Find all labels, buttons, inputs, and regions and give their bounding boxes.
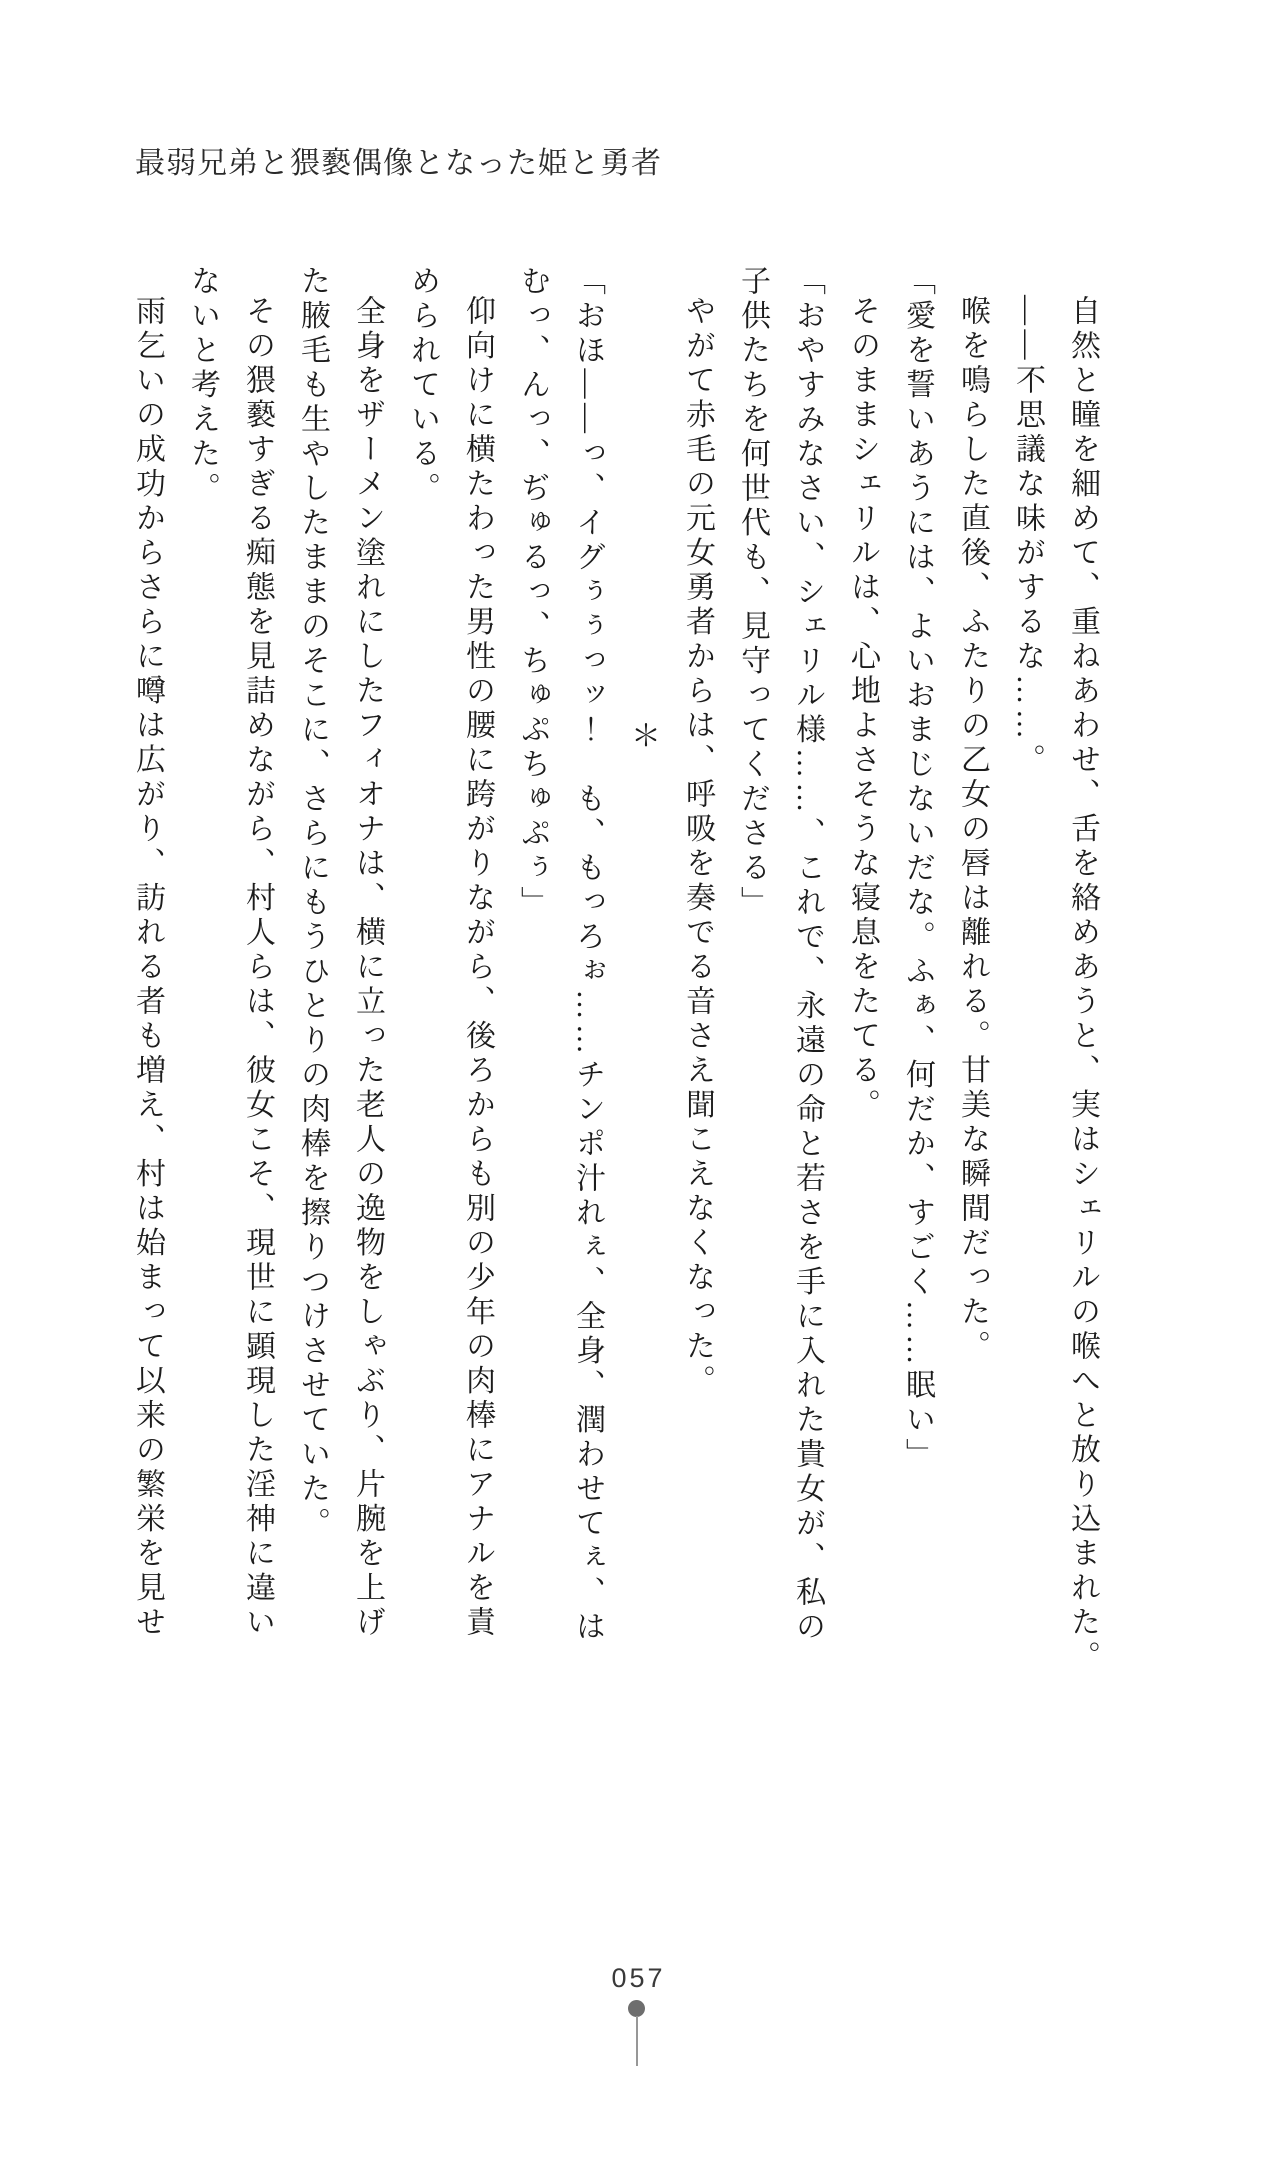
text-line: ないと考えた。 xyxy=(186,265,219,507)
text-line: そのままシェリルは、心地よさそうな寝息をたてる。 xyxy=(846,295,879,1123)
text-line: められている。 xyxy=(406,265,439,507)
text-line: 仰向けに横たわった男性の腰に跨がりながら、後ろからも別の少年の肉棒にアナルを責 xyxy=(461,295,494,1641)
text-line: むっ、んっ、ぢゅるっ、ちゅぷちゅぷぅ」 xyxy=(516,265,549,921)
text-line: 子供たちを何世代も、見守ってくださる」 xyxy=(736,265,769,921)
text-line: ――不思議な味がするな……。 xyxy=(1011,295,1044,778)
footer-rule xyxy=(636,2016,638,2066)
section-separator: ＊ xyxy=(626,720,659,750)
text-line: その猥褻すぎる痴態を見詰めながら、村人らは、彼女こそ、現世に顕現した淫神に違い xyxy=(241,295,274,1641)
footer-dot-ornament xyxy=(628,2000,645,2017)
text-line: 喉を鳴らした直後、ふたりの乙女の唇は離れる。甘美な瞬間だった。 xyxy=(956,295,989,1365)
running-header-title: 最弱兄弟と猥褻偶像となった姫と勇者 xyxy=(135,147,662,180)
text-line: 「おほ――っ、イグぅぅっッ！ も、もっろぉ……チンポ汁れぇ、全身、潤わせてぇ、は xyxy=(571,265,604,1645)
page-number: 057 xyxy=(611,1963,666,1993)
text-line: 「愛を誓いあうには、よいおまじないだな。ふぁ、何だか、すごく……眠い」 xyxy=(901,265,934,1473)
text-line: た腋毛も生やしたままのそこに、さらにもうひとりの肉棒を擦りつけさせていた。 xyxy=(296,265,329,1542)
text-line: 全身をザーメン塗れにしたフィオナは、横に立った老人の逸物をしゃぶり、片腕を上げ xyxy=(351,295,384,1641)
text-line: 雨乞いの成功からさらに噂は広がり、訪れる者も増え、村は始まって以来の繁栄を見せ xyxy=(131,295,164,1641)
text-line: 自然と瞳を細めて、重ねあわせ、舌を絡めあうと、実はシェリルの喉へと放り込まれた。 xyxy=(1066,295,1099,1675)
text-line: 「おやすみなさい、シェリル様……、これで、永遠の命と若さを手に入れた貴女が、私の xyxy=(791,265,824,1645)
main-text-block xyxy=(120,265,1110,1710)
text-line: やがて赤毛の元女勇者からは、呼吸を奏でる音さえ聞こえなくなった。 xyxy=(681,295,714,1399)
